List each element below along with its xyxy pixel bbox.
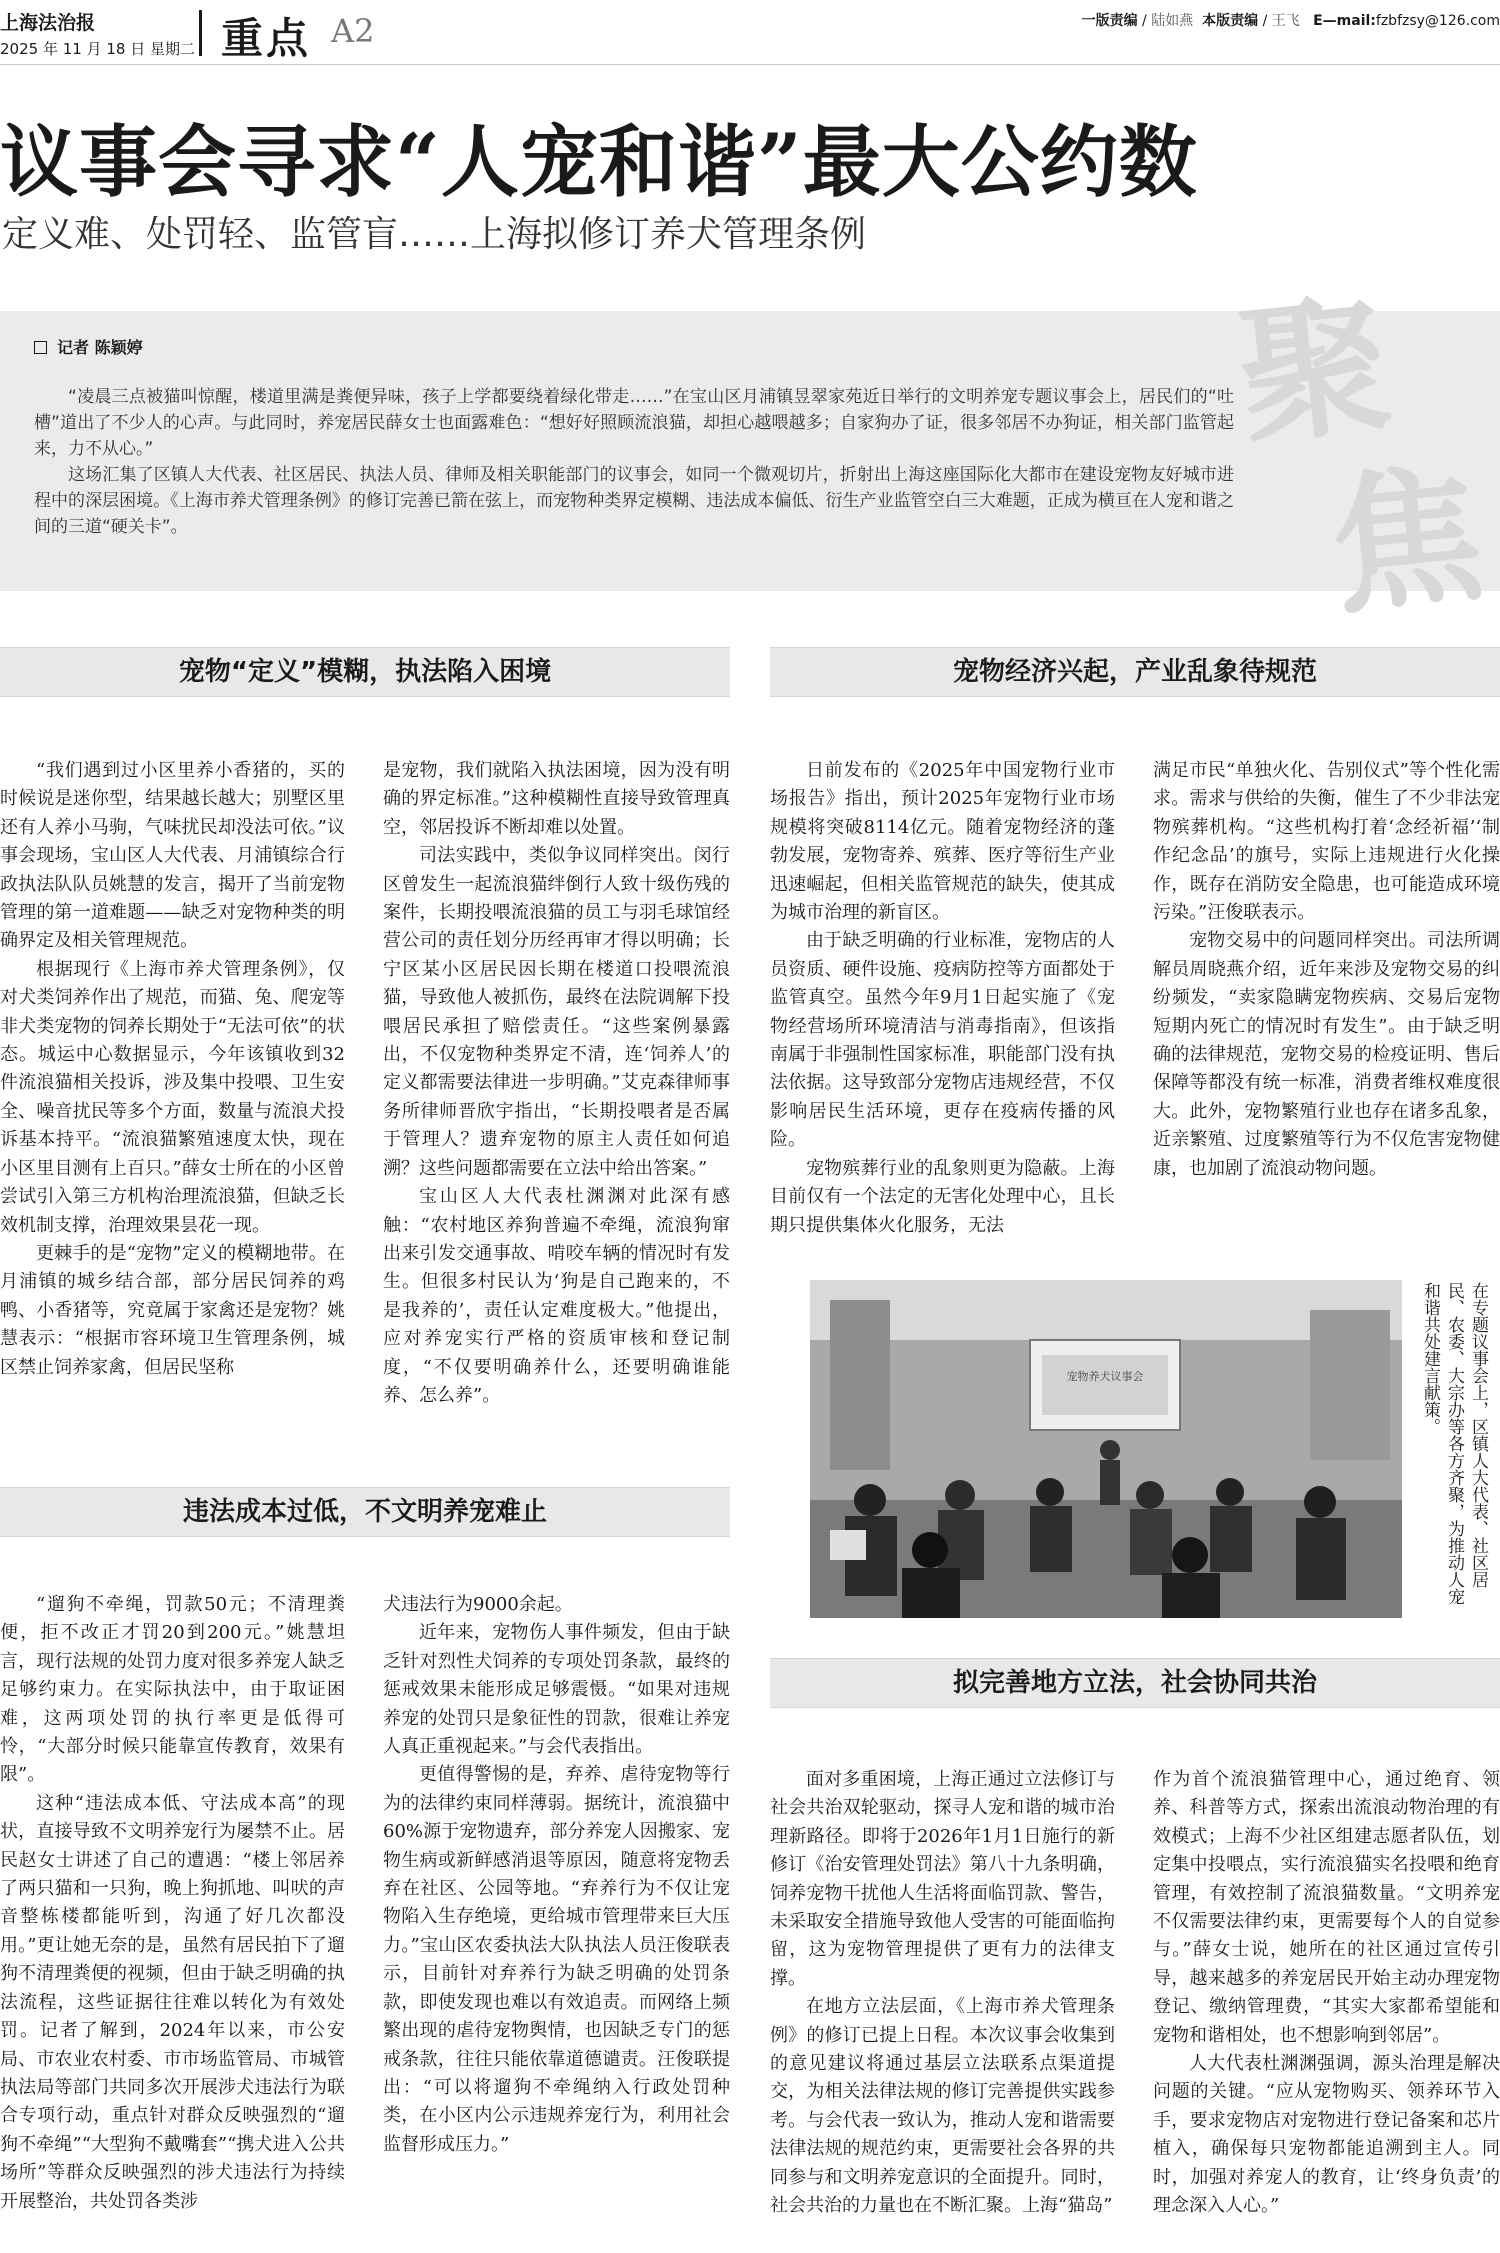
paragraph: 司法实践中，类似争议同样突出。闵行区曾发生一起流浪猫绊倒行人致十级伤残的案件，长期投喂流浪猫的员工与羽毛球馆经营公司的责任划分历经再审才得以明确；长宁区某小区居民因长期在楼道口投喂流浪猫，导致他人被抓伤，最终在法院调解下投喂居民承担了赔偿责任。“这些案例暴露出，不仅宠物种类界定不清，连‘饲养人’的定义都需要法律进一步明确。”艾克森律师事务所律师晋欣宇指出，“长期投喂者是否属于管理人？遗弃宠物的原主人责任如何追溯？这些问题都需要在立法中给出答案。” [383, 845, 730, 1179]
meeting-photo [810, 1280, 1402, 1618]
section-title: 违法成本过低，不文明养宠难止 [0, 1487, 730, 1537]
reporter-byline: 记者 陈颖婷 [34, 335, 143, 358]
email-label: E—mail: [1313, 13, 1376, 29]
paragraph: 是宠物，我们就陷入执法困境，因为没有明确的界定标准。”这种模糊性直接导致管理真空，邻居投诉不断却难以处置。 [383, 760, 730, 838]
header-rule [0, 64, 1500, 65]
section-title: 拟完善地方立法，社会协同共治 [770, 1658, 1500, 1708]
section-title: 宠物“定义”模糊，执法陷入困境 [0, 647, 730, 697]
square-icon [34, 341, 47, 354]
paragraph: 满足市民“单独火化、告别仪式”等个性化需求。需求与供给的失衡，催生了不少非法宠物殡葬机构。“这些机构打着‘念经祈福’‘制作纪念品’的旗号，实际上违规进行火化操作，既存在消防安全隐患，也可能造成环境污染。”汪俊联表示。 [1153, 760, 1500, 924]
paragraph: 根据现行《上海市养犬管理条例》，仅对犬类饲养作出了规范，而猫、兔、爬宠等非犬类宠物的饲养长期处于“无法可依”的状态。城运中心数据显示，今年该镇收到32件流浪猫相关投诉，涉及集中投喂、卫生安全、噪音扰民等多个方面，数量与流浪犬投诉基本持平。“流浪猫繁殖速度太快，现在小区里目测有上百只。”薛女士所在的小区曾尝试引入第三方机构治理流浪猫，但缺乏长效机制支撑，治理效果昙花一现。 [0, 958, 345, 1236]
subheadline: 定义难、处罚轻、监管盲……上海拟修订养犬管理条例 [2, 214, 867, 255]
paragraph: 面对多重困境，上海正通过立法修订与社会共治双轮驱动，探寻人宠和谐的城市治理新路径。即将于2026年1月1日施行的新修订《治安管理处罚法》第八十九条明确，饲养宠物干扰他人生活将面临罚款、警告，未采取安全措施导致他人受害的可能面临拘留，这为宠物管理提供了更有力的法律支撑。 [770, 1769, 1115, 1989]
issue-date: 2025 年 11 月 18 日 星期二 [0, 40, 195, 58]
paragraph: 作为首个流浪猫管理中心，通过绝育、领养、科普等方式，探索出流浪动物治理的有效模式；上海不少社区组建志愿者队伍，划定集中投喂点，实行流浪猫实名投喂和绝育管理，有效控制了流浪猫数量。“文明养宠不仅需要法律约束，更需要每个人的自觉参与。”薛女士说，她所在的社区通过宣传引导，越来越多的养宠居民开始主动办理宠物登记、缴纳管理费，“其实大家都希望能和宠物和谐相处，也不想影响到邻居”。 [1153, 1769, 1500, 2046]
intro-paragraph: 这场汇集了区镇人大代表、社区居民、执法人员、律师及相关职能部门的议事会，如同一个微观切片，折射出上海这座国际化大都市在建设宠物友好城市进程中的深层困境。《上海市养犬管理条例》的修订完善已箭在弦上，而宠物种类界定模糊、违法成本偏低、衍生产业监管空白三大难题，正成为横亘在人宠和谐之间的三道“硬关卡”。 [34, 465, 1234, 537]
paragraph: 更棘手的是“宠物”定义的模糊地带。在月浦镇的城乡结合部，部分居民饲养的鸡鸭、小香猪等，究竟属于家禽还是宠物？姚慧表示：“根据市容环境卫生管理条例，城区禁止饲养家禽，但居民坚称 [0, 1242, 345, 1378]
headline: 议事会寻求“人宠和谐”最大公约数 [0, 117, 1198, 208]
masthead: 上海法治报 [0, 12, 96, 34]
article-column [383, 1591, 730, 2159]
editor-role-1: 一版责编 [1081, 13, 1138, 29]
paragraph: 在地方立法层面，《上海市养犬管理条例》的修订已提上日程。本次议事会收集到的意见建议将通过基层立法联系点渠道提交，为相关法律法规的修订完善提供实践参考。与会代表一致认为，推动人宠和谐需要法律法规的规范约束，更需要社会各界的共同参与和文明养宠意识的全面提升。同时，社会共治的力量也在不断汇聚。上海“猫岛” [770, 1996, 1115, 2217]
article-column [1153, 757, 1500, 1183]
paragraph: 犬违法行为9000余起。 [383, 1594, 573, 1615]
paragraph: 宝山区人大代表杜渊渊对此深有感触：“农村地区养狗普遍不牵绳，流浪狗窜出来引发交通事故、啃咬车辆的情况时有发生。但很多村民认为‘狗是自己跑来的，不是我养的’，责任认定难度极大。”他提出，应对养宠实行严格的资质审核和登记制度，“不仅要明确养什么，还要明确谁能养、怎么养”。 [383, 1186, 730, 1406]
paragraph: 日前发布的《2025年中国宠物行业市场报告》指出，预计2025年宠物行业市场规模将突破8114亿元。随着宠物经济的蓬勃发展，宠物寄养、殡葬、医疗等衍生产业迅速崛起，但相关监管规范的缺失，使其成为城市治理的新盲区。 [770, 760, 1115, 924]
screen-title: 宠物养犬议事会 [1066, 1370, 1144, 1383]
paragraph: “遛狗不牵绳，罚款50元；不清理粪便，拒不改正才罚20到200元。”姚慧坦言，现行法规的处罚力度对很多养宠人缺乏足够约束力。在实际执法中，由于取证困难，这两项处罚的执行率更是低得可怜，“大部分时候只能靠宣传教育，效果有限”。 [0, 1594, 345, 1786]
paragraph: 由于缺乏明确的行业标准，宠物店的人员资质、硬件设施、疫病防控等方面都处于监管真空。虽然今年9月1日起实施了《宠物经营场所环境清洁与消毒指南》，但该指南属于非强制性国家标准，职能部门没有执法依据。这导致部分宠物店违规经营，不仅影响居民生活环境，更存在疫病传播的风险。 [770, 930, 1115, 1151]
paragraph: “我们遇到过小区里养小香猪的，买的时候说是迷你型，结果越长越大；别墅区里还有人养小马驹，气味扰民却没法可依。”议事会现场，宝山区人大代表、月浦镇综合行政执法队队员姚慧的发言，揭开了当前宠物管理的第一道难题——缺乏对宠物种类的明确界定及相关管理规范。 [0, 760, 345, 952]
section-title: 宠物经济兴起，产业乱象待规范 [770, 647, 1500, 697]
decorative-character-2: 焦 [1322, 445, 1491, 637]
paragraph: 人大代表杜渊渊强调，源头治理是解决问题的关键。“应从宠物购买、领养环节入手，要求宠物店对宠物进行登记备案和芯片植入，确保每只宠物都能追溯到主人。同时，加强对养宠人的教育，让‘终身负责’的理念深入人心。” [1153, 2053, 1500, 2217]
photo-caption: 在专题议事会上，区镇人大代表、社区居民、农委、大宗办等各方齐聚，为推动人宠和谐共处建言献策。 [1420, 1282, 1488, 1605]
meeting-illustration [810, 1280, 1402, 1618]
editor-role-2: 本版责编 [1202, 13, 1259, 29]
section-name: 重点 [221, 14, 312, 63]
paragraph: 这种“违法成本低、守法成本高”的现状，直接导致不文明养宠行为屡禁不止。居民赵女士讲述了自己的遭遇：“楼上邻居养了两只猫和一只狗，晚上狗抓地、叫吠的声音整栋楼都能听到，沟通了好几次都没用。”更让她无奈的是，虽然有居民拍下了遛狗不清理粪便的视频，但由于缺乏明确的执法流程，这些证据往往难以转化为有效处罚。记者了解到，2024年以来，市公安局、市农业农村委、市市场监管局、市城管执法局等部门共同多次开展涉犬违法行为联合专项行动，重点针对群众反映强烈的“遛狗不牵绳”“大型狗不戴嘴套”“携犬进入公共场所”等群众反映强烈的涉犬违法行为持续开展整治，共处罚各类涉 [0, 1792, 345, 2212]
paragraph: 宠物殡葬行业的乱象则更为隐蔽。上海目前仅有一个法定的无害化处理中心，且长期只提供集体火化服务，无法 [770, 1157, 1115, 1236]
article-column [770, 757, 1115, 1240]
paragraph: 宠物交易中的问题同样突出。司法所调解员周晓燕介绍，近年来涉及宠物交易的纠纷频发，“卖家隐瞒宠物疾病、交易后宠物短期内死亡的情况时有发生”。由于缺乏明确的法律规范，宠物交易的检疫证明、售后保障等都没有统一标准，消费者维权难度很大。此外，宠物繁殖行业也存在诸多乱象，近亲繁殖、过度繁殖等行为不仅危害宠物健康，也加剧了流浪动物问题。 [1153, 930, 1500, 1179]
email-address: fzbfzsy@126.com [1375, 13, 1500, 29]
article-column [0, 1591, 345, 2216]
editor-name-1: 陆如燕 [1151, 13, 1194, 29]
intro-text [34, 384, 1234, 540]
editor-name-2: 王飞 [1271, 13, 1300, 29]
page-number: A2 [331, 12, 375, 50]
header-divider [199, 10, 202, 56]
intro-paragraph: “凌晨三点被猫叫惊醒，楼道里满是粪便异味，孩子上学都要绕着绿化带走……”在宝山区月浦镇昱翠家苑近日举行的文明养宠专题议事会上，居民们的“吐槽”道出了不少人的心声。与此同时，养宠居民薛女士也面露难色：“想好好照顾流浪猫，却担心越喂越多；自家狗办了证，很多邻居不办狗证，相关部门监管起来，力不从心。” [34, 387, 1234, 459]
paragraph: 近年来，宠物伤人事件频发，但由于缺乏针对烈性犬饲养的专项处罚条款，最终的惩戒效果未能形成足够震慑。“如果对违规养宠的处罚只是象征性的罚款，很难让养宠人真正重视起来。”与会代表指出。 [383, 1622, 730, 1758]
decorative-character-1: 聚 [1230, 275, 1399, 467]
article-column [383, 757, 730, 1410]
editor-credits: 一版责编 / 陆如燕 本版责编 / 王飞 E—mail:fzbfzsy@126.com [1081, 13, 1500, 29]
article-column [770, 1766, 1115, 2221]
article-column [1153, 1766, 1500, 2221]
paragraph: 更值得警惕的是，弃养、虐待宠物等行为的法律约束同样薄弱。据统计，流浪猫中60%源于宠物遗弃，部分养宠人因搬家、宠物生病或新鲜感消退等原因，随意将宠物丢弃在社区、公园等地。“弃养行为不仅让宠物陷入生存绝境，更给城市管理带来巨大压力。”宝山区农委执法大队执法人员汪俊联表示，目前针对弃养行为缺乏明确的处罚条款，即使发现也难以有效追责。而网络上频繁出现的虐待宠物舆情，也因缺乏专门的惩戒条款，往往只能依靠道德谴责。汪俊联提出：“可以将遛狗不牵绳纳入行政处罚种类，在小区内公示违规养宠行为，利用社会监督形成压力。” [383, 1764, 730, 2155]
article-column [0, 757, 345, 1382]
